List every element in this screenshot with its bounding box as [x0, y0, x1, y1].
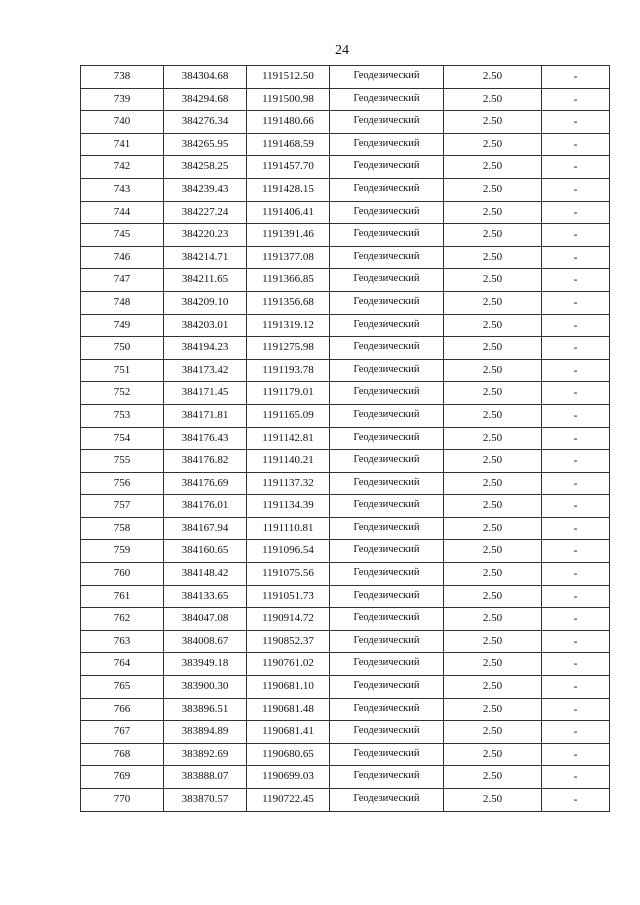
- x-coordinate-cell: 384239.43: [164, 178, 247, 201]
- accuracy-cell: 2.50: [444, 404, 542, 427]
- accuracy-cell: 2.50: [444, 201, 542, 224]
- accuracy-cell: 2.50: [444, 540, 542, 563]
- point-number-cell: 744: [81, 201, 164, 224]
- table-row: [81, 201, 610, 224]
- y-coordinate-cell: 1191468.59: [247, 133, 330, 156]
- note-cell: -: [542, 653, 610, 676]
- table-row: [81, 608, 610, 631]
- y-coordinate-cell: 1190681.10: [247, 676, 330, 699]
- table-row: [81, 585, 610, 608]
- accuracy-cell: 2.50: [444, 382, 542, 405]
- table-row: [81, 450, 610, 473]
- method-cell: Геодезический: [330, 314, 444, 337]
- note-cell: -: [542, 291, 610, 314]
- note-cell: -: [542, 540, 610, 563]
- y-coordinate-cell: 1191275.98: [247, 337, 330, 360]
- x-coordinate-cell: 384173.42: [164, 359, 247, 382]
- note-cell: -: [542, 201, 610, 224]
- method-cell: Геодезический: [330, 246, 444, 269]
- accuracy-cell: 2.50: [444, 563, 542, 586]
- y-coordinate-cell: 1191406.41: [247, 201, 330, 224]
- accuracy-cell: 2.50: [444, 314, 542, 337]
- table-row: [81, 246, 610, 269]
- method-cell: Геодезический: [330, 178, 444, 201]
- accuracy-cell: 2.50: [444, 337, 542, 360]
- note-cell: -: [542, 517, 610, 540]
- accuracy-cell: 2.50: [444, 111, 542, 134]
- x-coordinate-cell: 384258.25: [164, 156, 247, 179]
- y-coordinate-cell: 1191110.81: [247, 517, 330, 540]
- note-cell: -: [542, 427, 610, 450]
- table-row: [81, 88, 610, 111]
- accuracy-cell: 2.50: [444, 156, 542, 179]
- point-number-cell: 747: [81, 269, 164, 292]
- x-coordinate-cell: 383896.51: [164, 698, 247, 721]
- method-cell: Геодезический: [330, 382, 444, 405]
- x-coordinate-cell: 384194.23: [164, 337, 247, 360]
- y-coordinate-cell: 1191366.85: [247, 269, 330, 292]
- method-cell: Геодезический: [330, 676, 444, 699]
- point-number-cell: 755: [81, 450, 164, 473]
- note-cell: -: [542, 743, 610, 766]
- point-number-cell: 754: [81, 427, 164, 450]
- point-number-cell: 752: [81, 382, 164, 405]
- accuracy-cell: 2.50: [444, 608, 542, 631]
- y-coordinate-cell: 1191142.81: [247, 427, 330, 450]
- point-number-cell: 762: [81, 608, 164, 631]
- note-cell: -: [542, 111, 610, 134]
- x-coordinate-cell: 383949.18: [164, 653, 247, 676]
- x-coordinate-cell: 384220.23: [164, 224, 247, 247]
- table-row: [81, 676, 610, 699]
- table-row: [81, 472, 610, 495]
- note-cell: -: [542, 246, 610, 269]
- method-cell: Геодезический: [330, 224, 444, 247]
- table-row: [81, 382, 610, 405]
- point-number-cell: 743: [81, 178, 164, 201]
- y-coordinate-cell: 1191319.12: [247, 314, 330, 337]
- method-cell: Геодезический: [330, 291, 444, 314]
- method-cell: Геодезический: [330, 472, 444, 495]
- method-cell: Геодезический: [330, 269, 444, 292]
- point-number-cell: 740: [81, 111, 164, 134]
- x-coordinate-cell: 384176.82: [164, 450, 247, 473]
- note-cell: -: [542, 450, 610, 473]
- point-number-cell: 763: [81, 630, 164, 653]
- table-row: [81, 563, 610, 586]
- accuracy-cell: 2.50: [444, 585, 542, 608]
- point-number-cell: 748: [81, 291, 164, 314]
- method-cell: Геодезический: [330, 111, 444, 134]
- table-row: [81, 540, 610, 563]
- method-cell: Геодезический: [330, 201, 444, 224]
- x-coordinate-cell: 384167.94: [164, 517, 247, 540]
- note-cell: -: [542, 337, 610, 360]
- coordinates-table-body: [81, 66, 610, 812]
- point-number-cell: 745: [81, 224, 164, 247]
- method-cell: Геодезический: [330, 766, 444, 789]
- x-coordinate-cell: 384171.81: [164, 404, 247, 427]
- y-coordinate-cell: 1191134.39: [247, 495, 330, 518]
- method-cell: Геодезический: [330, 133, 444, 156]
- x-coordinate-cell: 384133.65: [164, 585, 247, 608]
- method-cell: Геодезический: [330, 495, 444, 518]
- y-coordinate-cell: 1191051.73: [247, 585, 330, 608]
- point-number-cell: 766: [81, 698, 164, 721]
- method-cell: Геодезический: [330, 66, 444, 89]
- point-number-cell: 761: [81, 585, 164, 608]
- y-coordinate-cell: 1191179.01: [247, 382, 330, 405]
- coordinates-table: [80, 65, 610, 812]
- y-coordinate-cell: 1191500.98: [247, 88, 330, 111]
- point-number-cell: 742: [81, 156, 164, 179]
- x-coordinate-cell: 384176.69: [164, 472, 247, 495]
- accuracy-cell: 2.50: [444, 630, 542, 653]
- table-row: [81, 495, 610, 518]
- accuracy-cell: 2.50: [444, 517, 542, 540]
- y-coordinate-cell: 1191165.09: [247, 404, 330, 427]
- method-cell: Геодезический: [330, 427, 444, 450]
- x-coordinate-cell: 383894.89: [164, 721, 247, 744]
- note-cell: -: [542, 269, 610, 292]
- y-coordinate-cell: 1191137.32: [247, 472, 330, 495]
- note-cell: -: [542, 404, 610, 427]
- point-number-cell: 746: [81, 246, 164, 269]
- page-number: 24: [335, 43, 349, 58]
- accuracy-cell: 2.50: [444, 766, 542, 789]
- y-coordinate-cell: 1190761.02: [247, 653, 330, 676]
- x-coordinate-cell: 383900.30: [164, 676, 247, 699]
- method-cell: Геодезический: [330, 630, 444, 653]
- accuracy-cell: 2.50: [444, 246, 542, 269]
- accuracy-cell: 2.50: [444, 133, 542, 156]
- method-cell: Геодезический: [330, 540, 444, 563]
- note-cell: -: [542, 698, 610, 721]
- method-cell: Геодезический: [330, 789, 444, 812]
- table-row: [81, 789, 610, 812]
- y-coordinate-cell: 1191193.78: [247, 359, 330, 382]
- y-coordinate-cell: 1190914.72: [247, 608, 330, 631]
- accuracy-cell: 2.50: [444, 698, 542, 721]
- note-cell: -: [542, 789, 610, 812]
- accuracy-cell: 2.50: [444, 224, 542, 247]
- accuracy-cell: 2.50: [444, 66, 542, 89]
- accuracy-cell: 2.50: [444, 789, 542, 812]
- y-coordinate-cell: 1190681.41: [247, 721, 330, 744]
- note-cell: -: [542, 585, 610, 608]
- point-number-cell: 756: [81, 472, 164, 495]
- y-coordinate-cell: 1191391.46: [247, 224, 330, 247]
- accuracy-cell: 2.50: [444, 472, 542, 495]
- x-coordinate-cell: 384211.65: [164, 269, 247, 292]
- point-number-cell: 765: [81, 676, 164, 699]
- method-cell: Геодезический: [330, 404, 444, 427]
- table-row: [81, 721, 610, 744]
- table-row: [81, 224, 610, 247]
- method-cell: Геодезический: [330, 563, 444, 586]
- table-row: [81, 178, 610, 201]
- method-cell: Геодезический: [330, 721, 444, 744]
- x-coordinate-cell: 384209.10: [164, 291, 247, 314]
- method-cell: Геодезический: [330, 517, 444, 540]
- note-cell: -: [542, 630, 610, 653]
- point-number-cell: 753: [81, 404, 164, 427]
- point-number-cell: 767: [81, 721, 164, 744]
- point-number-cell: 751: [81, 359, 164, 382]
- method-cell: Геодезический: [330, 743, 444, 766]
- point-number-cell: 760: [81, 563, 164, 586]
- point-number-cell: 738: [81, 66, 164, 89]
- table-row: [81, 404, 610, 427]
- note-cell: -: [542, 608, 610, 631]
- table-row: [81, 630, 610, 653]
- x-coordinate-cell: 384176.43: [164, 427, 247, 450]
- y-coordinate-cell: 1190680.65: [247, 743, 330, 766]
- note-cell: -: [542, 224, 610, 247]
- table-row: [81, 269, 610, 292]
- point-number-cell: 764: [81, 653, 164, 676]
- accuracy-cell: 2.50: [444, 359, 542, 382]
- note-cell: -: [542, 156, 610, 179]
- accuracy-cell: 2.50: [444, 676, 542, 699]
- y-coordinate-cell: 1191075.56: [247, 563, 330, 586]
- accuracy-cell: 2.50: [444, 450, 542, 473]
- note-cell: -: [542, 766, 610, 789]
- x-coordinate-cell: 384047.08: [164, 608, 247, 631]
- y-coordinate-cell: 1190852.37: [247, 630, 330, 653]
- note-cell: -: [542, 133, 610, 156]
- table-row: [81, 66, 610, 89]
- table-row: [81, 133, 610, 156]
- accuracy-cell: 2.50: [444, 495, 542, 518]
- note-cell: -: [542, 359, 610, 382]
- accuracy-cell: 2.50: [444, 427, 542, 450]
- x-coordinate-cell: 384160.65: [164, 540, 247, 563]
- x-coordinate-cell: 383888.07: [164, 766, 247, 789]
- table-row: [81, 766, 610, 789]
- method-cell: Геодезический: [330, 653, 444, 676]
- method-cell: Геодезический: [330, 698, 444, 721]
- point-number-cell: 750: [81, 337, 164, 360]
- method-cell: Геодезический: [330, 88, 444, 111]
- point-number-cell: 768: [81, 743, 164, 766]
- x-coordinate-cell: 384214.71: [164, 246, 247, 269]
- x-coordinate-cell: 384148.42: [164, 563, 247, 586]
- x-coordinate-cell: 384265.95: [164, 133, 247, 156]
- method-cell: Геодезический: [330, 608, 444, 631]
- method-cell: Геодезический: [330, 450, 444, 473]
- method-cell: Геодезический: [330, 585, 444, 608]
- table-row: [81, 314, 610, 337]
- y-coordinate-cell: 1191356.68: [247, 291, 330, 314]
- note-cell: -: [542, 563, 610, 586]
- y-coordinate-cell: 1191140.21: [247, 450, 330, 473]
- accuracy-cell: 2.50: [444, 269, 542, 292]
- note-cell: -: [542, 178, 610, 201]
- table-row: [81, 291, 610, 314]
- method-cell: Геодезический: [330, 359, 444, 382]
- x-coordinate-cell: 384176.01: [164, 495, 247, 518]
- table-row: [81, 743, 610, 766]
- x-coordinate-cell: 384276.34: [164, 111, 247, 134]
- y-coordinate-cell: 1190722.45: [247, 789, 330, 812]
- x-coordinate-cell: 384304.68: [164, 66, 247, 89]
- y-coordinate-cell: 1191480.66: [247, 111, 330, 134]
- note-cell: -: [542, 472, 610, 495]
- y-coordinate-cell: 1190681.48: [247, 698, 330, 721]
- x-coordinate-cell: 384294.68: [164, 88, 247, 111]
- note-cell: -: [542, 382, 610, 405]
- table-row: [81, 427, 610, 450]
- y-coordinate-cell: 1191512.50: [247, 66, 330, 89]
- accuracy-cell: 2.50: [444, 743, 542, 766]
- x-coordinate-cell: 384203.01: [164, 314, 247, 337]
- note-cell: -: [542, 314, 610, 337]
- accuracy-cell: 2.50: [444, 88, 542, 111]
- x-coordinate-cell: 383870.57: [164, 789, 247, 812]
- note-cell: -: [542, 676, 610, 699]
- y-coordinate-cell: 1191096.54: [247, 540, 330, 563]
- table-row: [81, 698, 610, 721]
- accuracy-cell: 2.50: [444, 178, 542, 201]
- point-number-cell: 769: [81, 766, 164, 789]
- table-row: [81, 156, 610, 179]
- y-coordinate-cell: 1191428.15: [247, 178, 330, 201]
- point-number-cell: 758: [81, 517, 164, 540]
- table-row: [81, 111, 610, 134]
- point-number-cell: 749: [81, 314, 164, 337]
- point-number-cell: 741: [81, 133, 164, 156]
- point-number-cell: 757: [81, 495, 164, 518]
- note-cell: -: [542, 66, 610, 89]
- y-coordinate-cell: 1190699.03: [247, 766, 330, 789]
- accuracy-cell: 2.50: [444, 653, 542, 676]
- x-coordinate-cell: 384171.45: [164, 382, 247, 405]
- point-number-cell: 770: [81, 789, 164, 812]
- method-cell: Геодезический: [330, 337, 444, 360]
- point-number-cell: 739: [81, 88, 164, 111]
- accuracy-cell: 2.50: [444, 721, 542, 744]
- y-coordinate-cell: 1191457.70: [247, 156, 330, 179]
- accuracy-cell: 2.50: [444, 291, 542, 314]
- note-cell: -: [542, 495, 610, 518]
- y-coordinate-cell: 1191377.08: [247, 246, 330, 269]
- note-cell: -: [542, 88, 610, 111]
- table-row: [81, 337, 610, 360]
- x-coordinate-cell: 384008.67: [164, 630, 247, 653]
- table-row: [81, 653, 610, 676]
- table-row: [81, 517, 610, 540]
- x-coordinate-cell: 384227.24: [164, 201, 247, 224]
- method-cell: Геодезический: [330, 156, 444, 179]
- table-row: [81, 359, 610, 382]
- x-coordinate-cell: 383892.69: [164, 743, 247, 766]
- point-number-cell: 759: [81, 540, 164, 563]
- note-cell: -: [542, 721, 610, 744]
